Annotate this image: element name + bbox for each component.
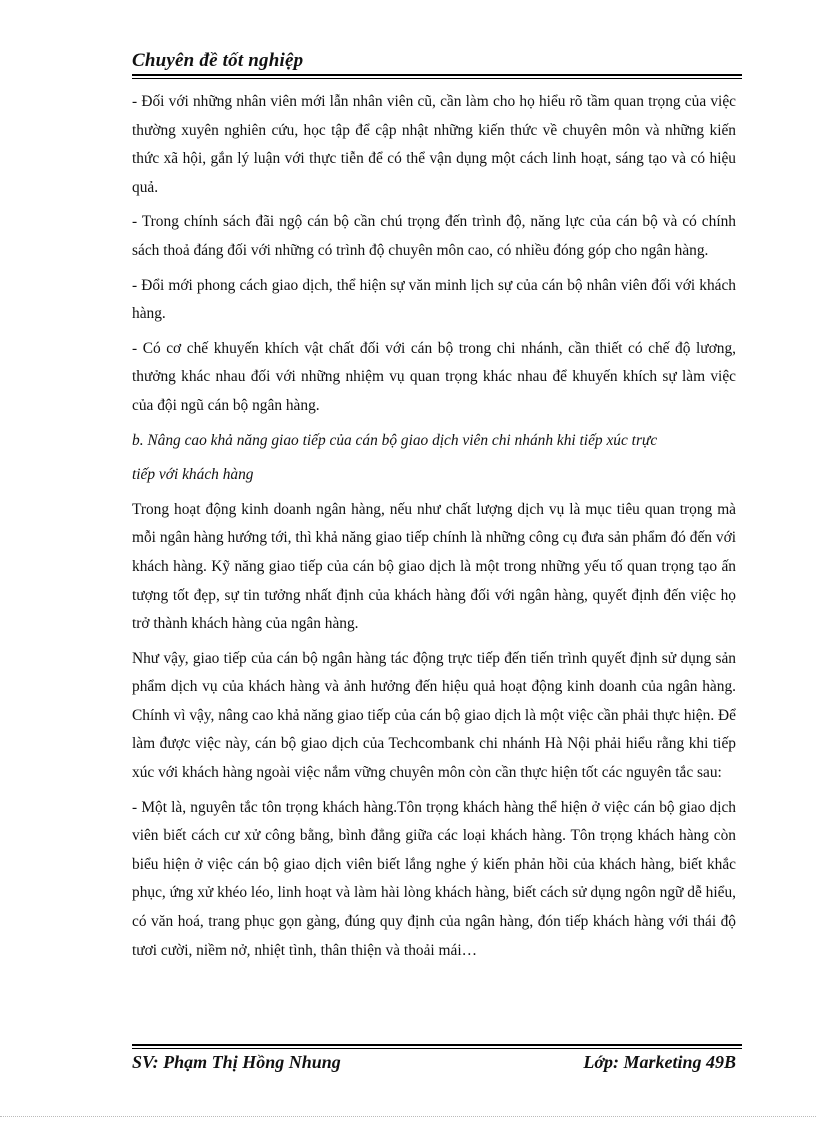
- document-body: [132, 88, 736, 971]
- footer-rule-thin: [132, 1048, 742, 1049]
- footer-rule-thick: [132, 1044, 742, 1046]
- paragraph: - Trong chính sách đãi ngộ cán bộ cần chú trọng đến trình độ, năng lực của cán bộ và có chính sách thoả đáng đối với những có trình độ chuyên môn cao, có nhiều đóng góp cho ngân hàng.: [132, 213, 736, 259]
- header-rule-thin: [132, 78, 742, 79]
- page-edge-dotted-line: [0, 1116, 816, 1117]
- paragraph: - Có cơ chế khuyến khích vật chất đối với cán bộ trong chi nhánh, cần thiết có chế độ lương, thưởng khác nhau đối với những nhiệm vụ quan trọng khác nhau để khuyến khích sự làm việc của đội ngũ cán bộ ngân hàng.: [132, 339, 736, 414]
- section-heading-line1: b. Nâng cao khả năng giao tiếp của cán bộ giao dịch viên chi nhánh khi tiếp xúc trực: [132, 431, 658, 449]
- section-heading: [132, 427, 736, 490]
- header-rule-thick: [132, 74, 742, 76]
- paragraph: - Một là, nguyên tắc tôn trọng khách hàng.Tôn trọng khách hàng thể hiện ở việc cán bộ giao dịch viên biết cách cư xử công bằng, bình đẳng giữa các loại khách hàng. Tôn trọng khách hàng còn biểu hiện ở việc cán bộ giao dịch viên biết lắng nghe ý kiến phản hồi của khách hàng, biết khắc phục, ứng xử khéo léo, linh hoạt và làm hài lòng khách hàng, biết cách sử dụng ngôn ngữ dễ hiểu, có văn hoá, trang phục gọn gàng, đúng quy định của ngân hàng, đón tiếp khách hàng với thái độ tươi cười, niềm nở, nhiệt tình, thân thiện và thoải mái…: [132, 798, 736, 959]
- paragraph: Trong hoạt động kinh doanh ngân hàng, nếu như chất lượng dịch vụ là mục tiêu quan trọng mà mỗi ngân hàng hướng tới, thì khả năng giao tiếp chính là những công cụ đưa sản phẩm đó đến với khách hàng. Kỹ năng giao tiếp của cán bộ giao dịch là một trong những yếu tố quan trọng tạo ấn tượng tốt đẹp, sự tin tưởng nhất định của khách hàng đối với ngân hàng, quyết định đến việc họ trở thành khách hàng của ngân hàng.: [132, 500, 736, 633]
- paragraph: - Đổi mới phong cách giao dịch, thể hiện sự văn minh lịch sự của cán bộ nhân viên đối với khách hàng.: [132, 276, 736, 323]
- footer-class: Lớp: Marketing 49B: [583, 1052, 736, 1072]
- header-title: Chuyên đề tốt nghiệp: [132, 50, 304, 71]
- paragraph: Như vậy, giao tiếp của cán bộ ngân hàng tác động trực tiếp đến tiến trình quyết định sử dụng sản phẩm dịch vụ của khách hàng và ảnh hưởng đến hiệu quả hoạt động kinh doanh của ngân hàng. Chính vì vậy, nâng cao khả năng giao tiếp của cán bộ giao dịch là một việc cần phải thực hiện. Để làm được việc này, cán bộ giao dịch của Techcombank chi nhánh Hà Nội phải hiểu rằng khi tiếp xúc với khách hàng ngoài việc nắm vững chuyên môn còn cần thực hiện tốt các nguyên tắc sau:: [132, 649, 736, 782]
- footer-student-name: SV: Phạm Thị Hồng Nhung: [132, 1052, 341, 1072]
- paragraph: - Đối với những nhân viên mới lẫn nhân viên cũ, cần làm cho họ hiểu rõ tầm quan trọng của việc thường xuyên nghiên cứu, học tập để cập nhật những kiến thức về chuyên môn và những kiến thức xã hội, gắn lý luận với thực tiễn để có thể vận dụng một cách linh hoạt, sáng tạo và có hiệu quả.: [132, 93, 736, 196]
- section-heading-line2: tiếp với khách hàng: [132, 466, 254, 484]
